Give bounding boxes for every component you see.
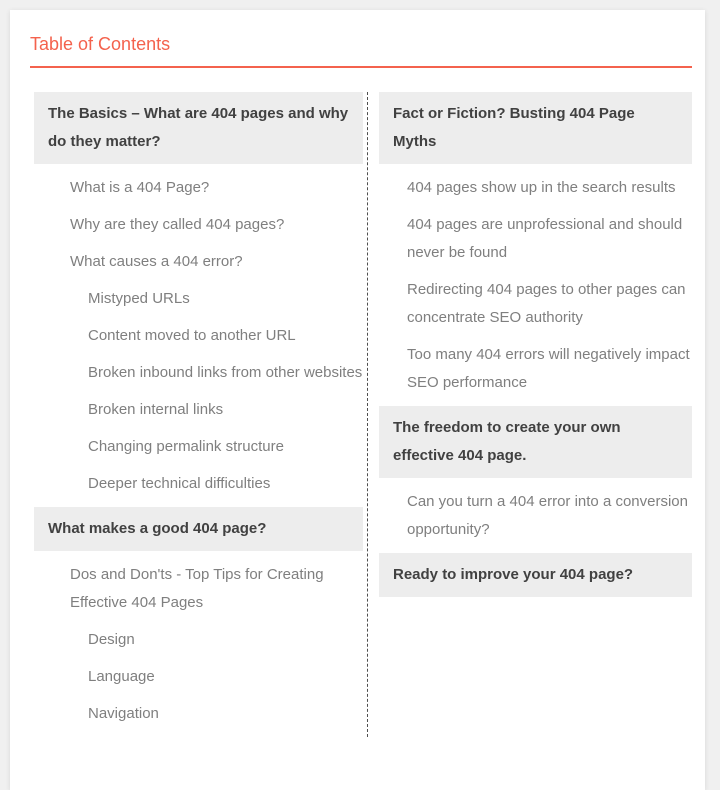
toc-item[interactable]: Changing permalink structure [88,438,284,455]
toc-item[interactable]: Content moved to another URL [88,327,296,344]
toc-item[interactable]: Design [88,631,135,648]
toc-section-heading[interactable]: Fact or Fiction? Busting 404 Page Myths [379,92,692,164]
toc-section-heading[interactable]: The freedom to create your own effective 404 page. [379,406,692,478]
table-of-contents-card [10,10,705,790]
toc-item[interactable]: Too many 404 errors will negatively impact SEO performance [407,346,690,391]
toc-item[interactable]: What is a 404 Page? [70,179,210,196]
toc-item[interactable]: Deeper technical difficulties [88,475,271,492]
toc-title: Table of Contents [30,34,171,54]
toc-item[interactable]: Broken inbound links from other websites [88,364,363,381]
toc-section-heading[interactable]: Ready to improve your 404 page? [379,553,692,597]
toc-item[interactable]: 404 pages show up in the search results [407,179,676,196]
title-divider-rule [30,66,692,68]
toc-item[interactable]: Redirecting 404 pages to other pages can concentrate SEO authority [407,281,686,326]
toc-item[interactable]: Language [88,668,155,685]
toc-column-right [367,92,692,737]
toc-section-heading[interactable]: What makes a good 404 page? [34,507,363,551]
toc-item[interactable]: 404 pages are unprofessional and should never be found [407,216,683,261]
toc-item[interactable]: What causes a 404 error? [70,253,243,270]
toc-item[interactable]: Why are they called 404 pages? [70,216,285,233]
toc-columns [20,92,692,737]
toc-item[interactable]: Navigation [88,705,159,722]
toc-item[interactable]: Mistyped URLs [88,290,190,307]
toc-section-heading[interactable]: The Basics – What are 404 pages and why do they matter? [34,92,363,164]
toc-item[interactable]: Dos and Don'ts - Top Tips for Creating Effective 404 Pages [70,566,324,611]
toc-item[interactable]: Broken internal links [88,401,224,418]
toc-column-left [34,92,363,737]
toc-item[interactable]: Can you turn a 404 error into a conversion opportunity? [407,493,688,538]
